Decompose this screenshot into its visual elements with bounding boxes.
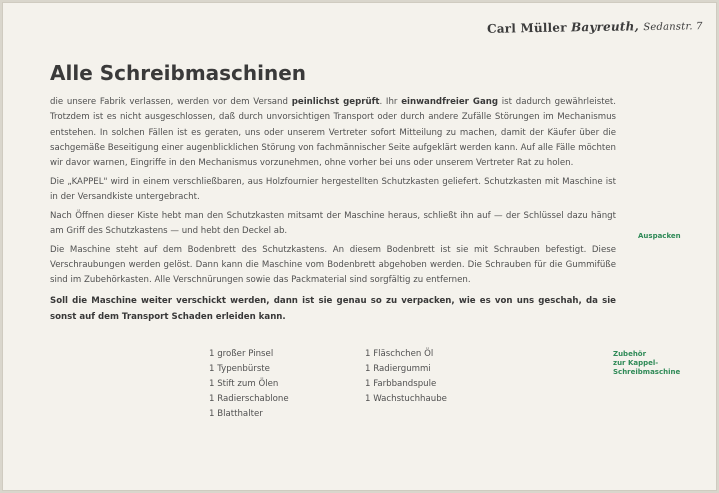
accessory-list-left: [209, 347, 289, 422]
list-item: 1 Wachstuchhaube: [365, 394, 447, 404]
paragraph-intro: [50, 95, 616, 171]
list-item: 1 Stift zum Ölen: [209, 379, 279, 389]
list-item: 1 großer Pinsel: [209, 349, 274, 359]
list-item: 1 Radiergummi: [365, 364, 431, 374]
accessories-note-line-3: Schreibmaschine: [613, 368, 681, 376]
page-title: Alle Schreibmaschinen: [50, 61, 307, 85]
intro-emphasis-running: einwandfreier Gang: [401, 97, 499, 107]
list-item: 1 Typenbürste: [209, 364, 270, 374]
stamp-street: Sedanstr. 7: [643, 21, 704, 34]
intro-text-a: die unsere Fabrik verlassen, werden vor dem Versand: [50, 97, 292, 107]
document-page: [2, 2, 717, 491]
accessory-list-right: [365, 347, 447, 407]
paragraph-baseboard: Die Maschine steht auf dem Bodenbrett des Schutzkastens. An diesem Bodenbrett ist sie mit Schrauben befestigt. Diese Verschraubungen werden gelöst. Dann kann die Maschine vom Bodenbrett abgehoben werden. Die Schrauben für die Gummifüße sind im Zubehörkasten. Alle Verschnürungen sowie das Packmaterial sind sorgfältig zu entfernen.: [50, 244, 616, 286]
accessories-note-line-2: zur Kappel-: [613, 359, 659, 367]
stamp-city: Bayreuth,: [571, 19, 640, 35]
intro-text-c: . Ihr: [379, 97, 402, 107]
accessories-note-line-1: Zubehör: [613, 350, 647, 358]
company-stamp: [487, 18, 703, 36]
intro-text-e: ist dadurch gewährleistet. Trotzdem ist es nicht ausgeschlossen, daß durch unvorsichtigen Transport oder durch andere Zufälle Störungen im Mechanismus entstehen. In solchen Fällen ist es geraten, uns oder unserem Vertreter sofort Mitteilung zu machen, damit der Käufer über die sachgemäße Beseitigung einer augenblicklichen Störung von fachmännischer Seite aufgeklärt werden kann. Auf alle Fälle möchten wir davor warnen, Eingriffe in den Mechanismus vorzunehmen, ohne vorher bei uns oder unserem Vertreter Rat zu holen.: [50, 97, 616, 169]
margin-note-accessories: [613, 350, 680, 377]
list-item: 1 Blatthalter: [209, 409, 263, 419]
paragraph-case: Die „KAPPEL" wird in einem verschließbaren, aus Holzfournier hergestellten Schutzkasten geliefert. Schutzkasten mit Maschine ist in der Versandkiste untergebracht.: [50, 176, 616, 203]
paragraph-reshipping: Soll die Maschine weiter verschickt werden, dann ist sie genau so zu verpacken, wie es von uns geschah, da sie sonst auf dem Transport Schaden erleiden kann.: [50, 296, 616, 322]
intro-emphasis-checked: peinlichst geprüft: [291, 97, 380, 107]
instruction-text: [50, 95, 616, 328]
list-item: 1 Radierschablone: [209, 394, 289, 404]
stamp-name: Carl Müller: [487, 20, 568, 36]
paragraph-unpack: Nach Öffnen dieser Kiste hebt man den Schutzkasten mitsamt der Maschine heraus, schließt ihn auf — der Schlüssel dazu hängt am Griff des Schutzkastens — und hebt den Deckel ab.: [50, 210, 616, 236]
list-item: 1 Farbbandspule: [365, 379, 437, 389]
list-item: 1 Fläschchen Öl: [365, 349, 434, 359]
margin-note-unpacking: Auspacken: [638, 232, 681, 240]
